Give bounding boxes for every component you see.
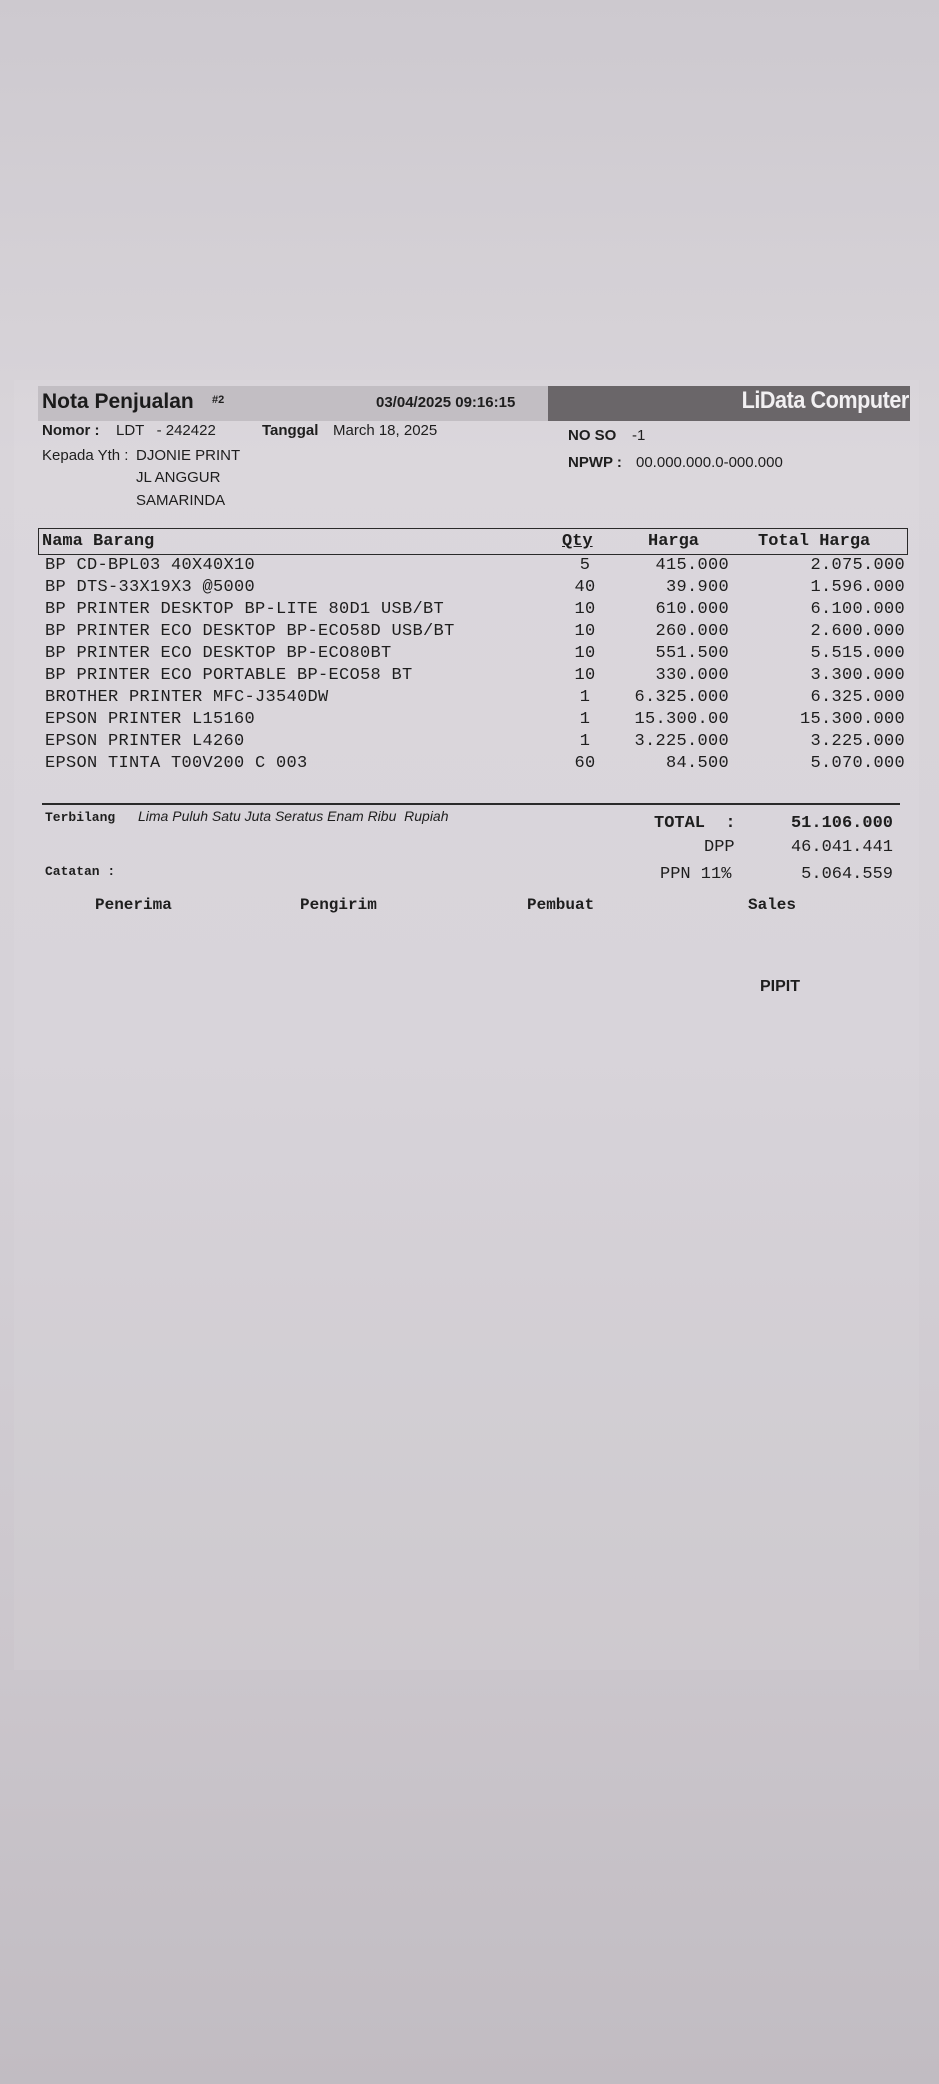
item-qty: 10 bbox=[574, 644, 596, 663]
catatan-label: Catatan : bbox=[45, 864, 116, 879]
noso-label: NO SO bbox=[568, 427, 617, 444]
item-price: 260.000 bbox=[655, 622, 729, 641]
item-total: 15.300.000 bbox=[799, 710, 905, 729]
item-total: 3.225.000 bbox=[810, 732, 905, 751]
item-price: 6.325.000 bbox=[634, 688, 729, 707]
table-row bbox=[45, 578, 905, 600]
item-price: 551.500 bbox=[655, 644, 729, 663]
table-row bbox=[45, 754, 905, 776]
item-total: 2.075.000 bbox=[810, 556, 905, 575]
item-qty: 1 bbox=[579, 710, 591, 729]
signature-penerima: Penerima bbox=[95, 896, 172, 914]
item-price: 84.500 bbox=[665, 754, 729, 773]
document-title: Nota Penjualan bbox=[42, 390, 194, 413]
item-qty: 10 bbox=[574, 622, 596, 641]
print-datetime: 03/04/2025 09:16:15 bbox=[376, 394, 516, 411]
item-name: EPSON PRINTER L15160 bbox=[45, 710, 256, 729]
item-total: 3.300.000 bbox=[810, 666, 905, 685]
item-price: 3.225.000 bbox=[634, 732, 729, 751]
dpp-label: DPP bbox=[704, 838, 735, 857]
table-row bbox=[45, 732, 905, 754]
table-row bbox=[45, 666, 905, 688]
item-name: BP PRINTER DESKTOP BP-LITE 80D1 USB/BT bbox=[45, 600, 445, 619]
column-header-qty: Qty bbox=[562, 532, 593, 551]
terbilang-value: Lima Puluh Satu Juta Seratus Enam Ribu Rupiah bbox=[138, 808, 449, 824]
item-price: 330.000 bbox=[655, 666, 729, 685]
footer-divider bbox=[42, 803, 900, 805]
item-qty: 60 bbox=[574, 754, 596, 773]
item-name: BP PRINTER ECO PORTABLE BP-ECO58 BT bbox=[45, 666, 413, 685]
item-total: 1.596.000 bbox=[810, 578, 905, 597]
item-price: 15.300.00 bbox=[634, 710, 729, 729]
item-qty: 40 bbox=[574, 578, 596, 597]
column-header-name: Nama Barang bbox=[42, 532, 155, 551]
customer-name: DJONIE PRINT bbox=[136, 447, 241, 464]
table-row bbox=[45, 688, 905, 710]
item-total: 5.070.000 bbox=[810, 754, 905, 773]
signature-sales: Sales bbox=[748, 896, 797, 914]
kepada-label: Kepada Yth : bbox=[42, 447, 129, 464]
item-qty: 10 bbox=[574, 600, 596, 619]
signature-pengirim: Pengirim bbox=[300, 896, 377, 914]
customer-address-line2: SAMARINDA bbox=[136, 492, 226, 509]
document-subtitle: #2 bbox=[212, 394, 225, 406]
table-row bbox=[45, 622, 905, 644]
item-name: BP CD-BPL03 40X40X10 bbox=[45, 556, 256, 575]
table-row bbox=[45, 644, 905, 666]
item-total: 5.515.000 bbox=[810, 644, 905, 663]
customer-address-line1: JL ANGGUR bbox=[136, 469, 221, 486]
item-name: EPSON TINTA T00V200 C 003 bbox=[45, 754, 308, 773]
item-name: BP PRINTER ECO DESKTOP BP-ECO58D USB/BT bbox=[45, 622, 455, 641]
total-value: 51.106.000 bbox=[790, 814, 893, 833]
item-price: 39.900 bbox=[665, 578, 729, 597]
item-total: 2.600.000 bbox=[810, 622, 905, 641]
npwp-value: 00.000.000.0-000.000 bbox=[636, 454, 783, 471]
item-name: EPSON PRINTER L4260 bbox=[45, 732, 245, 751]
column-header-harga: Harga bbox=[648, 532, 700, 551]
npwp-label: NPWP : bbox=[568, 454, 622, 471]
nomor-label: Nomor : bbox=[42, 422, 100, 439]
item-name: BROTHER PRINTER MFC-J3540DW bbox=[45, 688, 329, 707]
item-name: BP DTS-33X19X3 @5000 bbox=[45, 578, 256, 597]
tanggal-value: March 18, 2025 bbox=[333, 422, 438, 439]
column-header-total: Total Harga bbox=[758, 532, 871, 551]
item-qty: 1 bbox=[579, 688, 591, 707]
signature-pembuat: Pembuat bbox=[527, 896, 595, 914]
nomor-value: LDT - 242422 bbox=[116, 422, 216, 439]
tanggal-label: Tanggal bbox=[262, 422, 319, 439]
item-total: 6.325.000 bbox=[810, 688, 905, 707]
noso-value: -1 bbox=[632, 427, 646, 444]
item-qty: 10 bbox=[574, 666, 596, 685]
terbilang-label: Terbilang bbox=[45, 810, 116, 825]
ppn-value: 5.064.559 bbox=[801, 865, 893, 884]
item-name: BP PRINTER ECO DESKTOP BP-ECO80BT bbox=[45, 644, 392, 663]
item-qty: 1 bbox=[579, 732, 591, 751]
table-row bbox=[45, 710, 905, 732]
sales-name: PIPIT bbox=[760, 978, 801, 995]
item-qty: 5 bbox=[579, 556, 591, 575]
company-logo: LiData Computer bbox=[741, 387, 909, 414]
item-total: 6.100.000 bbox=[810, 600, 905, 619]
ppn-label: PPN 11% bbox=[660, 865, 732, 884]
table-row bbox=[45, 600, 905, 622]
dpp-value: 46.041.441 bbox=[790, 838, 893, 857]
table-row bbox=[45, 556, 905, 578]
item-price: 610.000 bbox=[655, 600, 729, 619]
total-label: TOTAL : bbox=[654, 814, 736, 833]
item-price: 415.000 bbox=[655, 556, 729, 575]
